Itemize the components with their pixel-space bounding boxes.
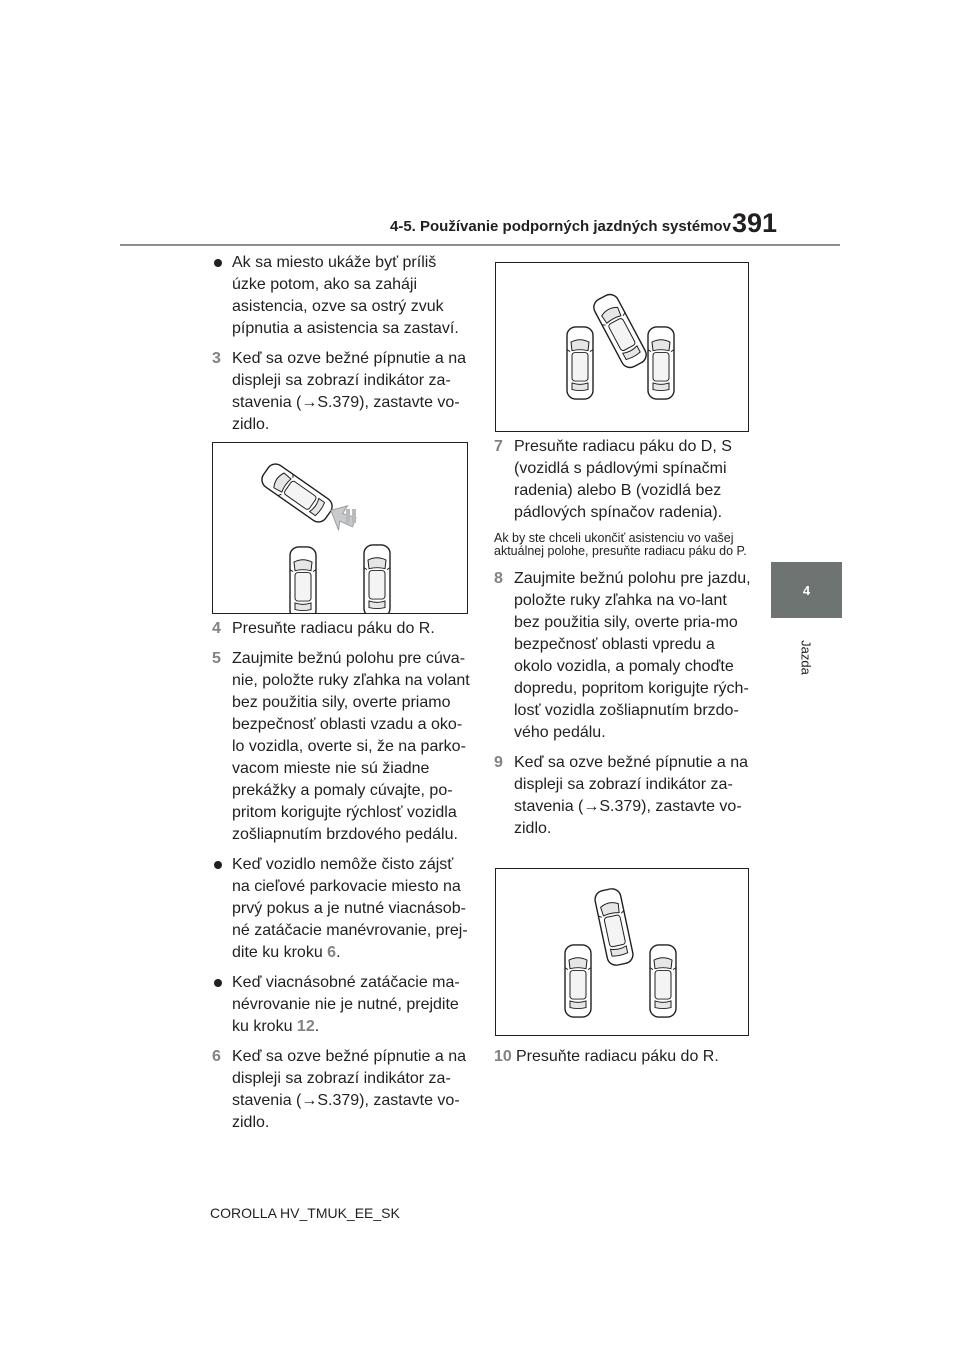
step-text: Presuňte radiacu páku do D, S (vozidlá s pádlovými spínačmi radenia) alebo B (vozidlá bez pádlových spínačov radenia). (514, 438, 732, 521)
step-text: Zaujmite bežnú polohu pre jazdu, položte ruky zľahka na vo-lant bez použitia sily, overte pria-mo bezpečnosť oblasti vpredu a okolo vozidla, a pomaly choďte dopredu, popritom korigujte rých-losť vozidla zošliapnutím brzdo-vého pedálu. (514, 570, 751, 741)
step-text: Keď sa ozve bežné pípnutie a na displeji sa zobrazí indikátor za-stavenia (→S.379), zastavte vo-zidlo. (232, 1048, 466, 1131)
bullet-item (212, 252, 472, 340)
step-text: Presuňte radiacu páku do R. (232, 620, 435, 637)
left-column (212, 252, 472, 444)
left-column-continued (212, 618, 472, 1142)
step-number: 7 (494, 438, 503, 455)
bullet-icon (214, 259, 222, 267)
step-3 (212, 348, 472, 436)
step-text: Keď sa ozve bežné pípnutie a na displeji sa zobrazí indikátor za-stavenia (→S.379), zastavte vo-zidlo. (232, 350, 466, 433)
step-10 (494, 1046, 756, 1068)
step-text: Zaujmite bežnú polohu pre cúva-nie, položte ruky zľahka na volant bez použitia sily, overte priamo bezpečnosť oblasti vzadu a oko-lo vozidla, overte si, že na parko-vacom mieste nie sú žiadne prekážky a pomaly cúvajte, po-pritom korigujte rýchlosť vozidla zošliapnutím brzdového pedálu. (232, 650, 470, 843)
step-number: 4 (212, 620, 221, 637)
note-text: Ak by ste chceli ukončiť asistenciu vo vašej aktuálnej polohe, presuňte radiacu páku do P. (494, 531, 747, 558)
step-7 (494, 436, 756, 524)
step-number: 3 (212, 350, 221, 367)
step-number: 8 (494, 570, 503, 587)
step-reference: 12 (296, 1018, 315, 1035)
parking-illustration-1 (213, 443, 467, 613)
step-text: Keď sa ozve bežné pípnutie a na displeji sa zobrazí indikátor za-stavenia (→S.379), zastavte vo-zidlo. (514, 754, 748, 837)
figure-car-approaching-space (212, 442, 468, 614)
step-4 (212, 618, 472, 640)
parking-illustration-2 (496, 263, 748, 431)
step-8 (494, 568, 756, 744)
right-column-continued (494, 1046, 756, 1076)
page-number: 391 (732, 208, 778, 238)
right-column (494, 436, 756, 848)
step-number: 10 (494, 1048, 512, 1065)
bullet-item: Keď vozidlo nemôže čisto zájsť na cieľové parkovacie miesto na prvý pokus a je nutné viacnásob-né zatáčacie manévrovanie, prej-dite ku kroku 6. (212, 854, 472, 964)
chapter-tab[interactable] (771, 562, 842, 618)
parking-illustration-3 (496, 869, 748, 1035)
step-reference: 6 (327, 944, 337, 961)
chapter-label (796, 630, 818, 690)
bullet-text: Keď vozidlo nemôže čisto zájsť na cieľové parkovacie miesto na prvý pokus a je nutné viacnásob-né zatáčacie manévrovanie, prej-dite ku kroku (232, 856, 468, 961)
header-divider (120, 244, 840, 246)
step-9 (494, 752, 756, 840)
step-6 (212, 1046, 472, 1134)
bullet-icon (214, 861, 222, 869)
bullet-text: Keď viacnásobné zatáčacie ma-névrovanie nie je nutné, prejdite ku kroku (232, 974, 460, 1035)
bullet-icon (214, 979, 222, 987)
step-number: 9 (494, 754, 503, 771)
bullet-item: Keď viacnásobné zatáčacie ma-névrovanie nie je nutné, prejdite ku kroku 12. (212, 972, 472, 1038)
chapter-name: Jazda (798, 640, 814, 675)
step-number: 5 (212, 650, 221, 667)
step-number: 6 (212, 1048, 221, 1065)
chapter-number: 4 (802, 582, 811, 598)
footer-model: COROLLA HV_TMUK_EE_SK (210, 1205, 400, 1221)
section-title: 4-5. Používanie podporných jazdných systémov (390, 218, 731, 235)
figure-car-between-spaces (495, 262, 749, 432)
figure-car-aligning (495, 868, 749, 1036)
step-text: Presuňte radiacu páku do R. (516, 1048, 719, 1065)
bullet-text: Ak sa miesto ukáže byť príliš úzke potom, ako sa zaháji asistencia, ozve sa ostrý zvuk pípnutia a asistencia sa zastaví. (232, 254, 459, 337)
step-5 (212, 648, 472, 846)
